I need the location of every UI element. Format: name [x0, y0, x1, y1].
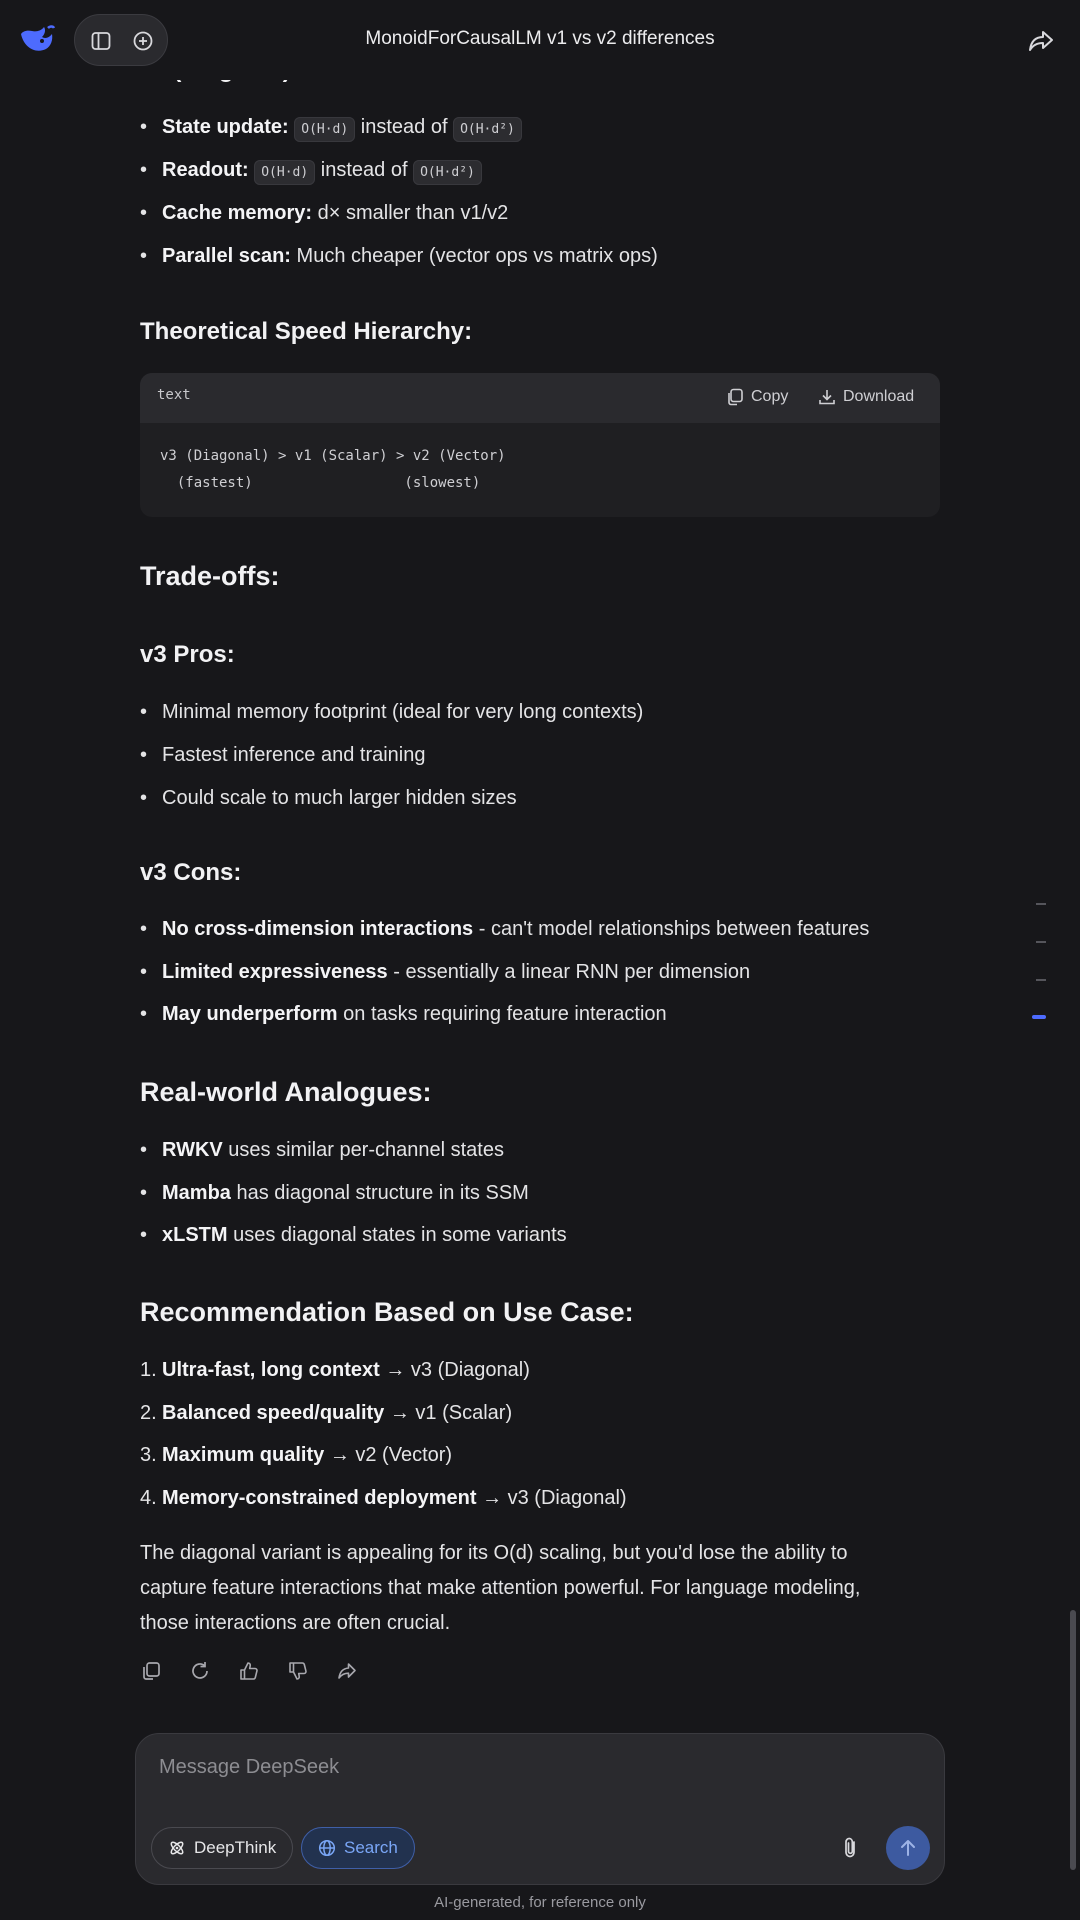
globe-icon — [318, 1839, 336, 1857]
numbered-item: 4. Memory-constrained deployment → v3 (Diagonal) — [140, 1487, 627, 1509]
thumbs-up-icon[interactable] — [238, 1660, 260, 1682]
list-item: •Limited expressiveness - essentially a linear RNN per dimension — [140, 961, 750, 984]
inline-code: O(H·d²) — [453, 117, 522, 142]
share-icon[interactable] — [1026, 26, 1056, 56]
top-bar — [0, 0, 1080, 80]
list-item: •State update: O(H·d) instead of O(H·d²) — [140, 116, 522, 139]
numbered-item: 3. Maximum quality → v2 (Vector) — [140, 1444, 453, 1466]
list-item: •Fastest inference and training — [140, 744, 426, 767]
code-content: v3 (Diagonal) > v1 (Scalar) > v2 (Vector) (fastest) (slowest) — [160, 448, 506, 491]
copy-icon — [725, 387, 745, 407]
code-language-label: text — [157, 387, 191, 403]
section-heading-pros: v3 Pros: — [140, 641, 235, 668]
list-item: •RWKV uses similar per-channel states — [140, 1139, 504, 1162]
search-toggle[interactable]: Search — [301, 1827, 415, 1869]
copy-icon[interactable] — [140, 1660, 162, 1682]
list-item: •Mamba has diagonal structure in its SSM — [140, 1182, 529, 1205]
numbered-item: 2. Balanced speed/quality → v1 (Scalar) — [140, 1402, 513, 1424]
scrollbar-thumb[interactable] — [1070, 1610, 1076, 1870]
copy-code-button[interactable]: Copy — [725, 387, 788, 407]
deepthink-toggle[interactable]: DeepThink — [151, 1827, 293, 1869]
outline-marker[interactable] — [1036, 903, 1046, 905]
outline-marker[interactable] — [1036, 979, 1046, 981]
regenerate-icon[interactable] — [189, 1660, 211, 1682]
list-item: •Minimal memory footprint (ideal for very long contexts) — [140, 701, 643, 724]
message-actions — [140, 1660, 358, 1682]
code-block — [140, 373, 940, 517]
message-composer[interactable] — [135, 1733, 945, 1885]
send-button[interactable] — [886, 1826, 930, 1870]
ai-disclaimer: AI-generated, for reference only — [434, 1894, 646, 1911]
attach-icon[interactable] — [838, 1835, 864, 1861]
list-item: •No cross-dimension interactions - can't model relationships between features — [140, 918, 869, 941]
arrow-up-icon — [897, 1837, 919, 1859]
section-heading-analogues: Real-world Analogues: — [140, 1077, 432, 1107]
download-icon — [817, 387, 837, 407]
list-item: •Could scale to much larger hidden sizes — [140, 787, 517, 810]
numbered-item: 1. Ultra-fast, long context → v3 (Diagonal) — [140, 1359, 530, 1381]
closing-paragraph: The diagonal variant is appealing for its O(d) scaling, but you'd lose the ability to capture feature interactions that make attention powerful. For language modeling, those interactions are often crucial. — [140, 1542, 861, 1634]
inline-code: O(H·d²) — [413, 160, 482, 185]
section-heading-tradeoffs: Trade-offs: — [140, 561, 280, 591]
download-code-button[interactable]: Download — [817, 387, 914, 407]
chat-title: MonoidForCausalLM v1 vs v2 differences — [365, 28, 715, 49]
code-block-header — [140, 373, 940, 423]
message-input[interactable]: Message DeepSeek — [159, 1756, 340, 1778]
outline-marker[interactable] — [1036, 941, 1046, 943]
section-heading-cons: v3 Cons: — [140, 859, 242, 886]
thumbs-down-icon[interactable] — [287, 1660, 309, 1682]
list-item: •xLSTM uses diagonal states in some variants — [140, 1224, 567, 1247]
list-item: •Cache memory: d× smaller than v1/v2 — [140, 202, 508, 225]
list-item: •Parallel scan: Much cheaper (vector ops vs matrix ops) — [140, 245, 658, 268]
section-heading-recommendation: Recommendation Based on Use Case: — [140, 1297, 634, 1327]
share-icon[interactable] — [336, 1660, 358, 1682]
list-item: •May underperform on tasks requiring feature interaction — [140, 1003, 667, 1026]
list-item: •Readout: O(H·d) instead of O(H·d²) — [140, 159, 482, 182]
inline-code: O(H·d) — [294, 117, 355, 142]
inline-code: O(H·d) — [254, 160, 315, 185]
section-heading-speed: Theoretical Speed Hierarchy: — [140, 318, 473, 345]
atom-icon — [168, 1839, 186, 1857]
outline-marker-active[interactable] — [1032, 1015, 1046, 1019]
